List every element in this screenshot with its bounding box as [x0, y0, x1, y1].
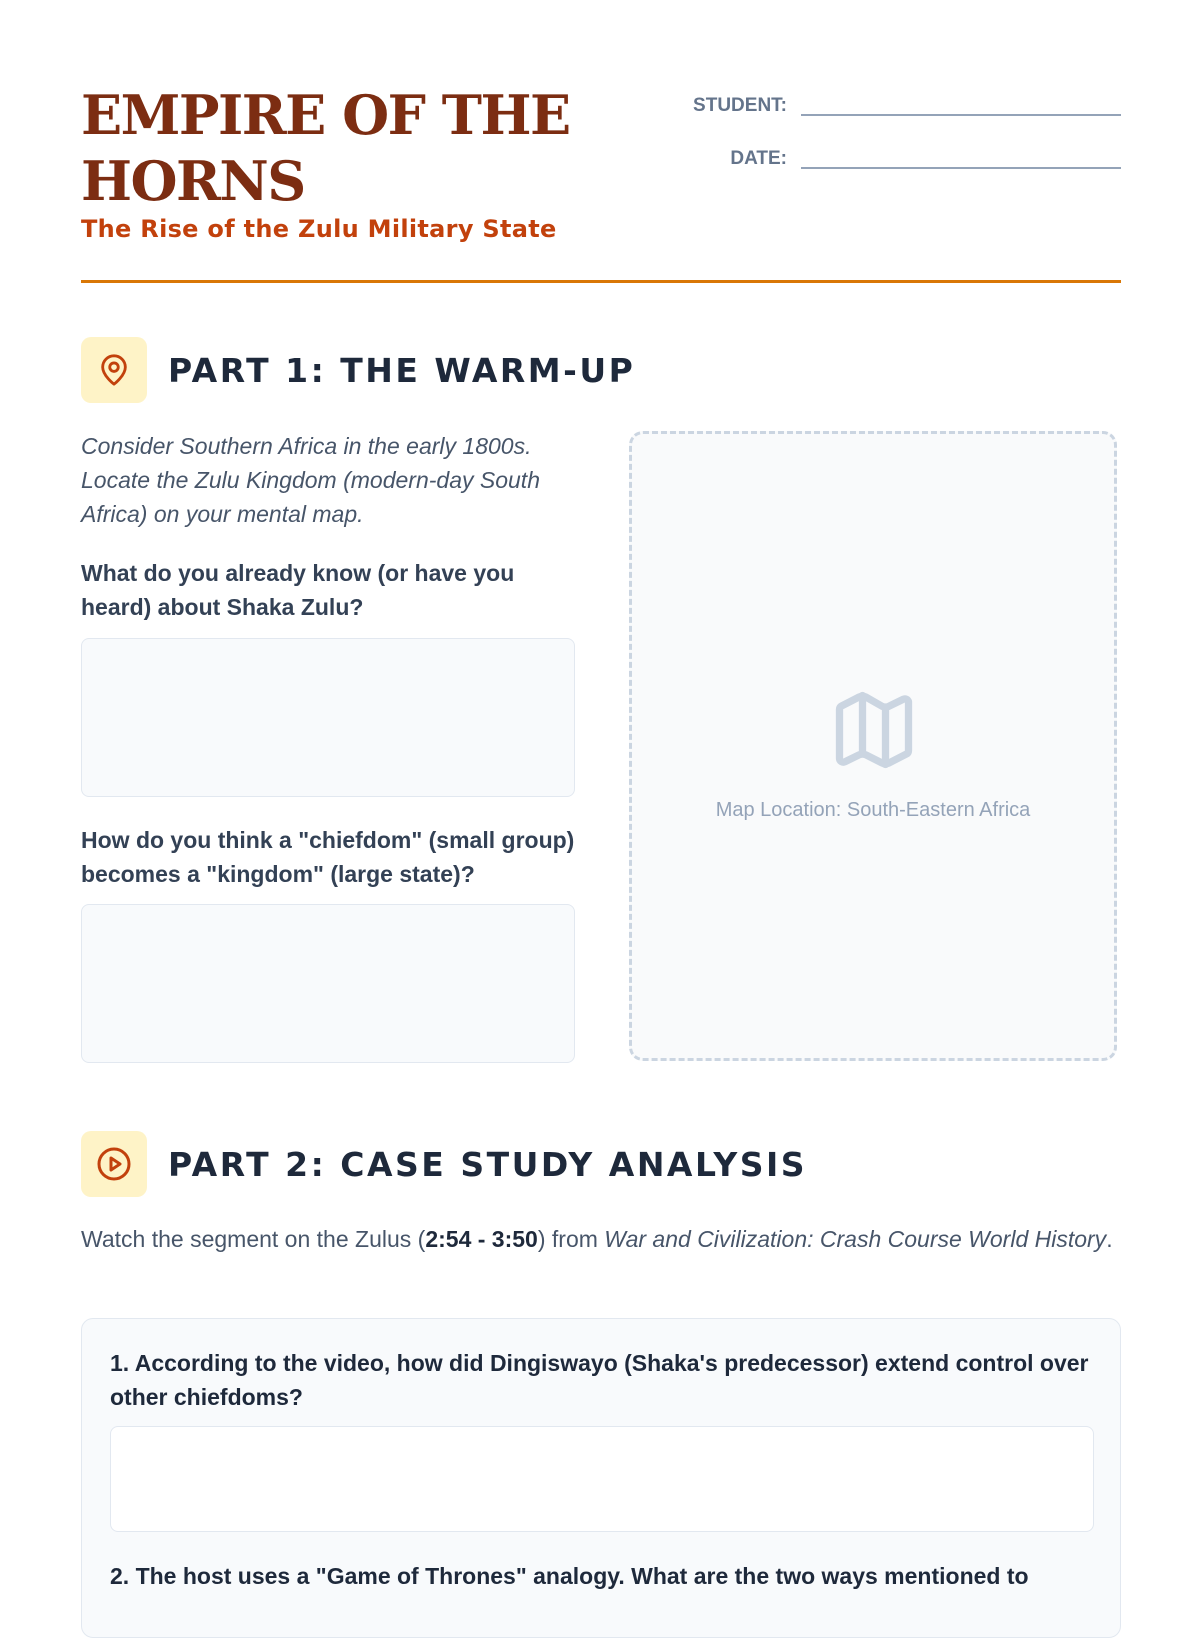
student-row	[681, 88, 1121, 116]
part2-title: PART 2: CASE STUDY ANALYSIS	[168, 1144, 808, 1184]
case-question-2: 2. The host uses a "Game of Thrones" analogy. What are the two ways mentioned to	[110, 1563, 1029, 1589]
student-label: STUDENT:	[693, 95, 787, 116]
part1-icon-box	[81, 337, 147, 403]
student-name-field[interactable]	[801, 90, 1121, 116]
warmup-question-1: What do you already know (or have you heard) about Shaka Zulu?	[81, 560, 515, 620]
part1-heading	[81, 337, 635, 403]
part2-instructions	[81, 1222, 1121, 1256]
date-row	[681, 141, 1121, 169]
part1-title: PART 1: THE WARM-UP	[168, 350, 636, 390]
part1-intro: Consider Southern Africa in the early 1800s. Locate the Zulu Kingdom (modern-day South Africa) on your mental map.	[81, 433, 540, 527]
warmup-question-2: How do you think a "chiefdom" (small group) becomes a "kingdom" (large state)?	[81, 827, 575, 887]
map-placeholder	[629, 431, 1117, 1061]
date-field[interactable]	[801, 143, 1121, 169]
map-icon	[828, 684, 920, 776]
instructions-text-middle: ) from	[537, 1226, 605, 1252]
case-answer-1[interactable]	[110, 1426, 1094, 1532]
worksheet-header	[81, 82, 1121, 282]
part2-icon-box	[81, 1131, 147, 1197]
warmup-answer-1[interactable]	[81, 638, 575, 797]
student-info	[681, 88, 1121, 194]
part2-heading	[81, 1131, 807, 1197]
play-circle-icon	[96, 1146, 132, 1182]
worksheet-subtitle: The Rise of the Zulu Military State	[81, 215, 557, 243]
warmup-answer-2[interactable]	[81, 904, 575, 1063]
instructions-text-end: .	[1106, 1226, 1113, 1252]
case-question-1: 1. According to the video, how did Dingiswayo (Shaka's predecessor) extend control over other chiefdoms?	[110, 1350, 1089, 1410]
map-pin-icon	[97, 353, 131, 387]
video-source: War and Civilization: Crash Course World History	[604, 1226, 1107, 1252]
worksheet-title: EMPIRE OF THE HORNS	[81, 83, 570, 213]
instructions-text-start: Watch the segment on the Zulus (	[81, 1226, 426, 1252]
header-divider	[81, 280, 1121, 283]
map-caption: Map Location: South-Eastern Africa	[715, 799, 1031, 821]
case-study-card	[81, 1318, 1121, 1638]
date-label: DATE:	[730, 148, 787, 169]
video-timestamp: 2:54 - 3:50	[425, 1226, 538, 1252]
